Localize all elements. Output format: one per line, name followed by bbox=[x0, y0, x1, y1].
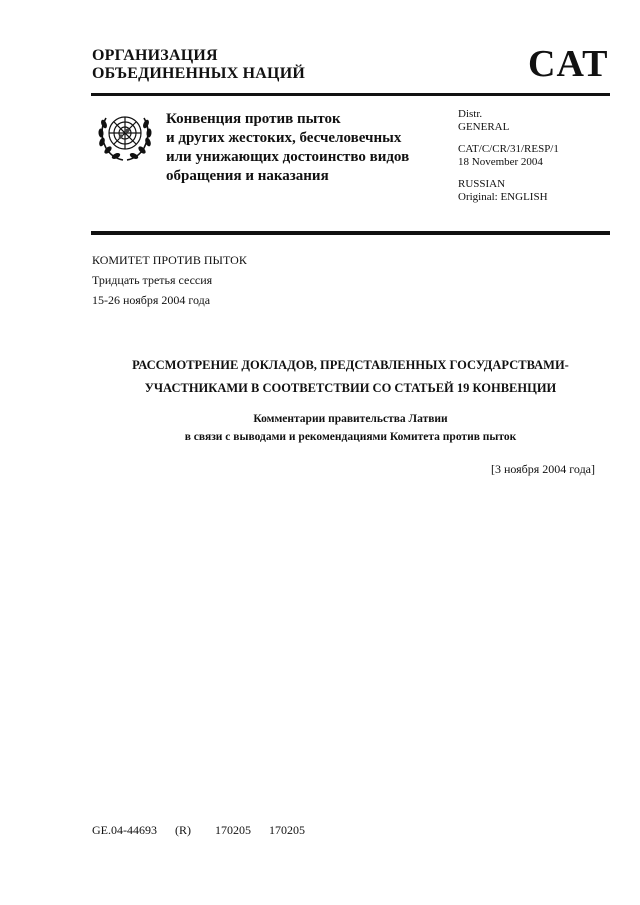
document-heading bbox=[91, 354, 610, 400]
org-name-line2: ОБЪЕДИНЕННЫХ НАЦИЙ bbox=[92, 65, 305, 82]
document-language: RUSSIAN bbox=[458, 178, 506, 190]
document-subheading bbox=[91, 410, 610, 446]
heading-line2: УЧАСТНИКАМИ В СООТВЕТСТВИИ СО СТАТЬЕЙ 19 КОНВЕНЦИИ bbox=[144, 381, 557, 395]
convention-title bbox=[166, 110, 446, 186]
header-rule bbox=[91, 231, 610, 235]
heading-line1: РАССМОТРЕНИЕ ДОКЛАДОВ, ПРЕДСТАВЛЕННЫХ ГОСУДАРСТВАМИ- bbox=[132, 358, 569, 372]
convention-line3: или унижающих достоинство видов bbox=[166, 149, 410, 165]
subheading-line2: в связи с выводами и рекомендациями Комитета против пыток bbox=[184, 431, 517, 443]
document-code: CAT bbox=[528, 43, 609, 85]
session-dates: 15-26 ноября 2004 года bbox=[92, 293, 211, 307]
convention-line2: и других жестоких, бесчеловечных bbox=[166, 130, 402, 146]
committee-name: КОМИТЕТ ПРОТИВ ПЫТОК bbox=[92, 253, 247, 267]
org-name-line1: ОРГАНИЗАЦИЯ bbox=[92, 47, 218, 64]
distribution-label: Distr. bbox=[458, 108, 483, 120]
distribution-value: GENERAL bbox=[458, 121, 510, 133]
original-language: Original: ENGLISH bbox=[458, 191, 548, 203]
footer-reference: GE.04-44693 (R) 170205 170205 bbox=[92, 823, 305, 837]
convention-line4: обращения и наказания bbox=[166, 168, 329, 184]
subheading-line1: Комментарии правительства Латвии bbox=[253, 413, 448, 425]
document-metadata bbox=[458, 108, 559, 204]
un-emblem-icon bbox=[94, 106, 156, 164]
convention-line1: Конвенция против пыток bbox=[166, 111, 341, 127]
committee-block bbox=[92, 250, 247, 310]
submission-date: [3 ноября 2004 года] bbox=[490, 462, 595, 476]
document-symbol: CAT/C/CR/31/RESP/1 bbox=[458, 143, 559, 155]
top-rule bbox=[91, 93, 610, 96]
document-date: 18 November 2004 bbox=[458, 156, 543, 168]
session-name: Тридцать третья сессия bbox=[92, 273, 213, 287]
organization-name bbox=[92, 47, 305, 83]
